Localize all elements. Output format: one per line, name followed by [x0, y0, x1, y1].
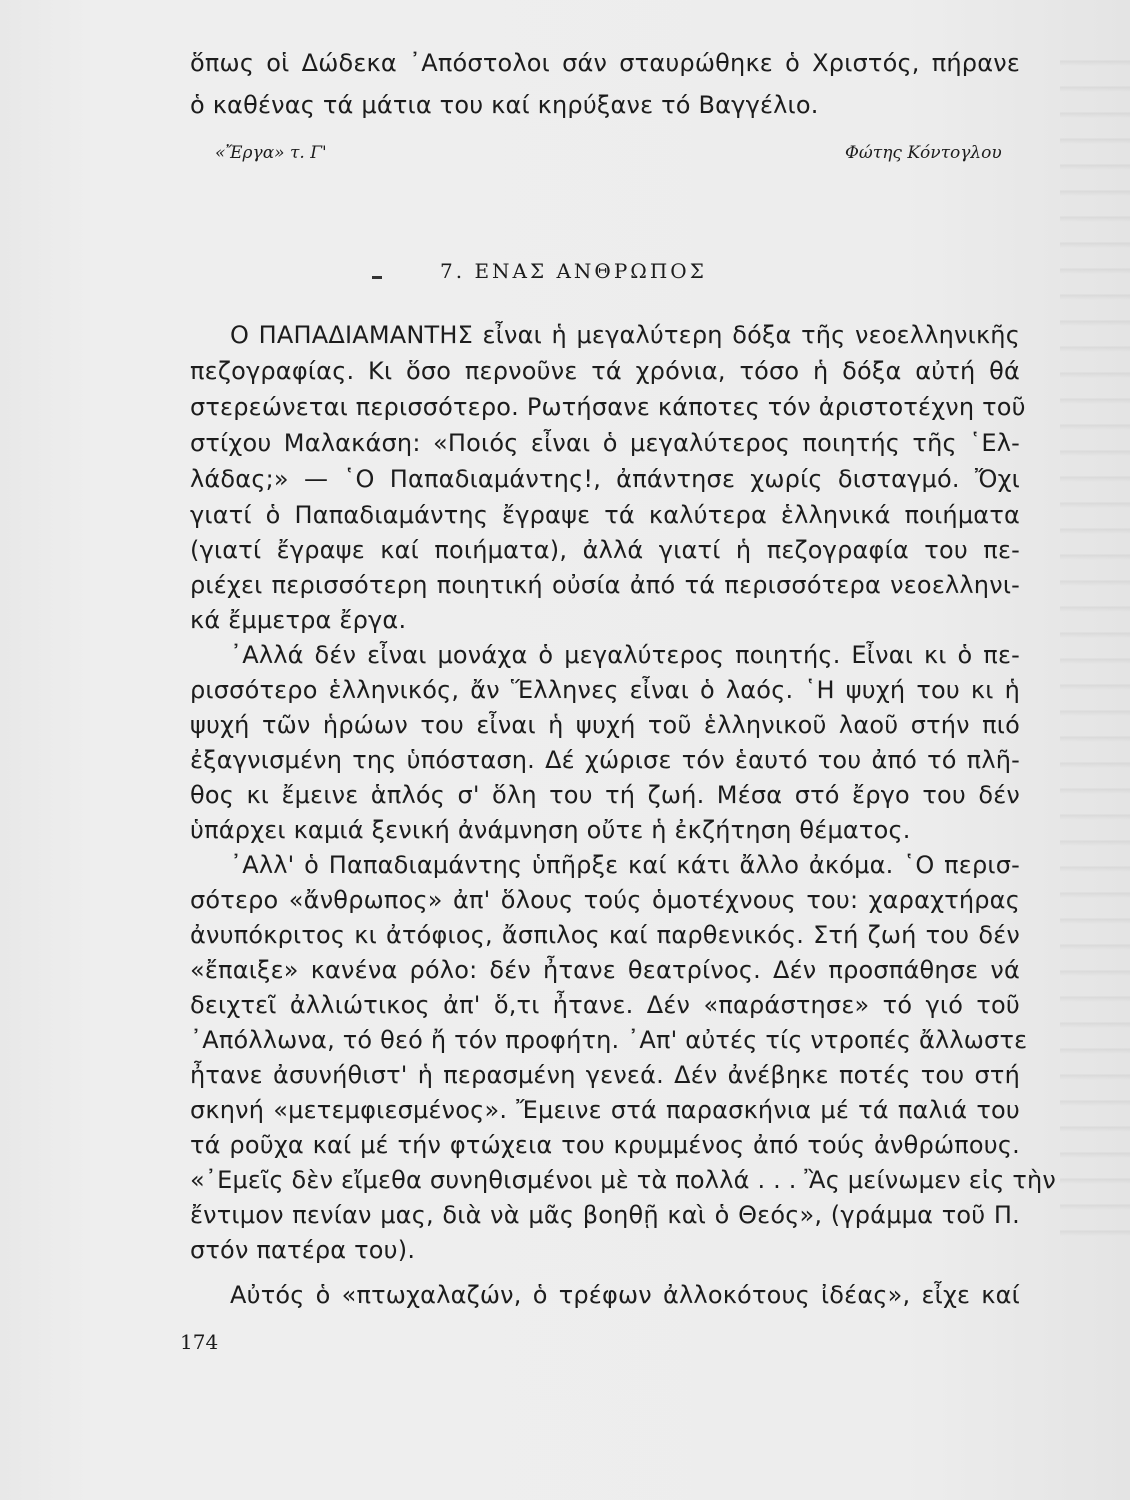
bleed-through-shadow	[1060, 40, 1130, 1240]
body-line: ριέχει περισσότερη ποιητική οὐσία ἀπό τά περισσότερα νεοελληνι-	[190, 571, 1020, 599]
body-line: λάδας;» — ῾Ο Παπαδιαμάντης!, ἀπάντησε χωρίς δισταγμό. Ὄχι	[190, 465, 1020, 493]
body-line: ἀνυπόκριτος κι ἀτόφιος, ἄσπιλος καί παρθενικός. Στή ζωή του δέν	[190, 921, 1020, 949]
body-line: ψυχή τῶν ἡρώων του εἶναι ἡ ψυχή τοῦ ἑλληνικοῦ λαοῦ στήν πιό	[190, 711, 1020, 739]
body-line: τά ροῦχα καί μέ τήν φτώχεια του κρυμμένος ἀπό τούς ἀνθρώπους.	[190, 1131, 1020, 1159]
body-line: ᾿Αλλά δέν εἶναι μονάχα ὁ μεγαλύτερος ποιητής. Εἶναι κι ὁ πε-	[230, 641, 1020, 669]
page-number: 174	[180, 1330, 219, 1354]
body-line: «ἔπαιξε» κανένα ρόλο: δέν ἦτανε θεατρίνος. Δέν προσπάθησε νά	[190, 956, 1020, 984]
body-line: ἦτανε ἀσυνήθιστ' ἡ περασμένη γενεά. Δέν ἀνέβηκε ποτές του στή	[190, 1061, 1020, 1089]
source-work: «Ἔργα» τ. Γ'	[215, 143, 327, 163]
body-line: ᾿Αλλ' ὁ Παπαδιαμάντης ὑπῆρξε καί κάτι ἄλλο ἀκόμα. ῾Ο περισ-	[230, 851, 1020, 879]
body-line: κά ἔμμετρα ἔργα.	[190, 606, 407, 634]
body-line: σκηνή «μετεμφιεσμένος». Ἔμεινε στά παρασκήνια μέ τά παλιά του	[190, 1096, 1020, 1124]
body-line: γιατί ὁ Παπαδιαμάντης ἔγραψε τά καλύτερα ἑλληνικά ποιήματα	[190, 501, 1020, 529]
margin-mark	[372, 276, 382, 279]
body-line: στίχου Μαλακάση: «Ποιός εἶναι ὁ μεγαλύτερος ποιητής τῆς ῾Ελ-	[190, 429, 1020, 457]
body-line: στόν πατέρα του).	[190, 1236, 416, 1264]
body-line: σότερο «ἄνθρωπος» ἀπ' ὅλους τούς ὁμοτέχνους του: χαραχτήρας	[190, 886, 1020, 914]
carryover-line-2: ὁ καθένας τά μάτια του καί κηρύξανε τό Βαγγέλιο.	[190, 91, 819, 119]
body-line: Ο ΠΑΠΑΔΙΑΜΑΝΤΗΣ εἶναι ἡ μεγαλύτερη δόξα τῆς νεοελληνικῆς	[230, 321, 1020, 349]
body-line: ᾿Απόλλωνα, τό θεό ἤ τόν προφήτη. ᾿Απ' αὐτές τίς ντροπές ἄλλωστε	[190, 1026, 1028, 1054]
body-line: πεζογραφίας. Κι ὅσο περνοῦνε τά χρόνια, τόσο ἡ δόξα αὐτή θά	[190, 357, 1020, 385]
body-line: «᾿Εμεῖς δὲν εἴμεθα συνηθισμένοι μὲ τὰ πολλά . . . Ἂς μείνωμεν εἰς τὴν	[190, 1166, 1057, 1194]
body-line: ρισσότερο ἑλληνικός, ἄν Ἕλληνες εἶναι ὁ λαός. ῾Η ψυχή του κι ἡ	[190, 676, 1020, 704]
body-line: ὑπάρχει καμιά ξενική ἀνάμνηση οὔτε ἡ ἐκζήτηση θέματος.	[190, 816, 911, 844]
body-line: δειχτεῖ ἀλλιώτικος ἀπ' ὅ,τι ἦτανε. Δέν «παράστησε» τό γιό τοῦ	[190, 991, 1020, 1019]
section-heading: 7. ΕΝΑΣ ΑΝΘΡΩΠΟΣ	[440, 259, 707, 283]
source-author: Φώτης Κόντογλου	[845, 143, 1002, 163]
body-line: θος κι ἔμεινε ἁπλός σ' ὅλη του τή ζωή. Μέσα στό ἔργο του δέν	[190, 781, 1020, 809]
body-line: Αὐτός ὁ «πτωχαλαζών, ὁ τρέφων ἀλλοκότους ἰδέας», εἶχε καί	[230, 1281, 1020, 1309]
carryover-line-1: ὅπως οἱ Δώδεκα ᾿Απόστολοι σάν σταυρώθηκε ὁ Χριστός, πήρανε	[190, 49, 1020, 77]
body-line: ἔντιμον πενίαν μας, διὰ νὰ μᾶς βοηθῇ καὶ ὁ Θεός», (γράμμα τοῦ Π.	[190, 1201, 1020, 1229]
body-line: (γιατί ἔγραψε καί ποιήματα), ἀλλά γιατί ἡ πεζογραφία του πε-	[190, 536, 1020, 564]
body-line: στερεώνεται περισσότερο. Ρωτήσανε κάποτες τόν ἀριστοτέχνη τοῦ	[190, 393, 1026, 421]
body-line: ἐξαγνισμένη της ὑπόσταση. Δέ χώρισε τόν ἑαυτό του ἀπό τό πλῆ-	[190, 746, 1020, 774]
